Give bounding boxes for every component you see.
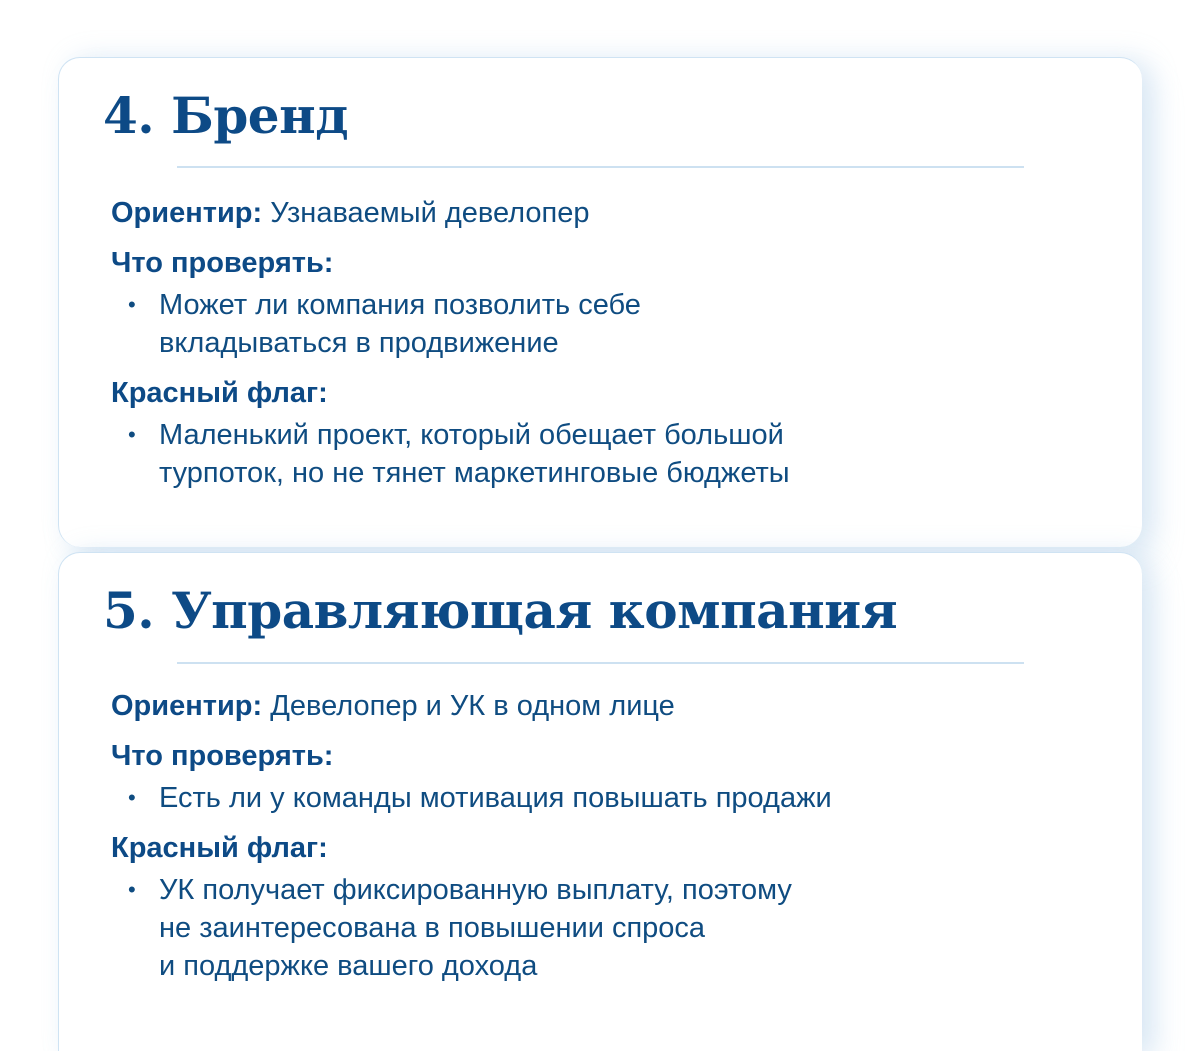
bullet-icon: • <box>128 877 136 902</box>
check-label: Что проверять: <box>111 740 334 772</box>
check-label: Что проверять: <box>111 247 334 279</box>
section-body <box>111 687 1102 985</box>
guide-value: Девелопер и УК в одном лице <box>270 690 675 722</box>
guide-row <box>111 194 1102 232</box>
flag-item-line: не заинтересована в повышении спроса <box>159 912 706 944</box>
bullet-icon: • <box>128 422 136 447</box>
title-divider <box>177 662 1024 664</box>
flag-item <box>111 416 1102 492</box>
flag-item-line: и поддержке вашего дохода <box>159 950 538 982</box>
flag-item-line: турпоток, но не тянет маркетинговые бюджеты <box>159 457 790 489</box>
check-item <box>111 779 1102 817</box>
flag-item-line: УК получает фиксированную выплату, поэтому <box>159 874 792 906</box>
flag-label: Красный флаг: <box>111 832 328 864</box>
bullet-icon: • <box>128 785 136 810</box>
guide-label: Ориентир: <box>111 690 263 722</box>
section-title: 4. Бренд <box>103 86 349 145</box>
title-divider <box>177 166 1024 168</box>
flag-label: Красный флаг: <box>111 377 328 409</box>
guide-row <box>111 687 1102 725</box>
check-item-line: вкладываться в продвижение <box>159 327 559 359</box>
check-item <box>111 286 1102 362</box>
guide-value: Узнаваемый девелопер <box>270 197 590 229</box>
flag-item <box>111 871 1102 985</box>
management-company-card <box>58 552 1142 1051</box>
bullet-icon: • <box>128 292 136 317</box>
section-title: 5. Управляющая компания <box>103 581 898 640</box>
section-body <box>111 194 1102 492</box>
check-item-line: Есть ли у команды мотивация повышать продажи <box>159 782 832 814</box>
check-item-line: Может ли компания позволить себе <box>159 289 641 321</box>
flag-item-line: Маленький проект, который обещает большой <box>159 419 784 451</box>
brand-card <box>58 57 1142 547</box>
guide-label: Ориентир: <box>111 197 263 229</box>
